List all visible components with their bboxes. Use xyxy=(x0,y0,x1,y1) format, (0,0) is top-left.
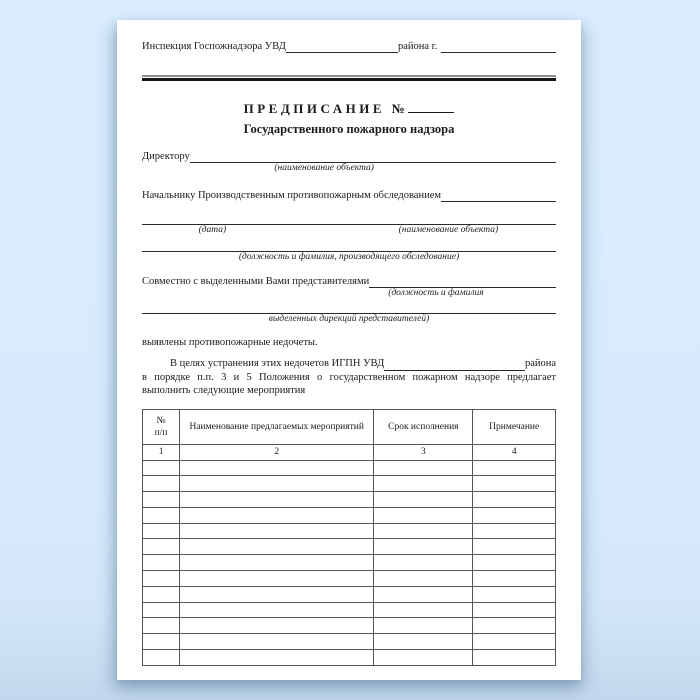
table-empty-cell xyxy=(143,586,180,602)
caption-inspector: (должность и фамилия, производящего обследование) xyxy=(238,252,460,262)
director-label: Директору xyxy=(142,151,190,162)
table-empty-cell xyxy=(374,555,473,571)
table-empty-cell xyxy=(374,476,473,492)
findings-text: выявлены противопожарные недочеты. xyxy=(142,337,318,348)
table-empty-cell xyxy=(473,523,556,539)
table-empty-cell xyxy=(473,460,556,476)
table-empty-cell xyxy=(374,586,473,602)
header-label-left: Инспекция Госпожнадзора УВД xyxy=(142,41,286,52)
table-empty-cell xyxy=(473,476,556,492)
table-empty-row xyxy=(143,586,556,602)
table-empty-cell xyxy=(473,539,556,555)
table-empty-cell xyxy=(374,571,473,587)
table-header-measures: Наименование предлагаемых мероприятий xyxy=(180,409,374,444)
header-label-right: района г. xyxy=(397,41,438,52)
caption-row-date-object xyxy=(142,225,556,238)
table-empty-cell xyxy=(473,618,556,634)
table-empty-cell xyxy=(374,634,473,650)
table-empty-cell xyxy=(143,476,180,492)
table-empty-cell xyxy=(374,602,473,618)
table-empty-cell xyxy=(143,507,180,523)
title-number-blank xyxy=(408,101,454,113)
table-empty-cell xyxy=(374,650,473,666)
table-empty-cell xyxy=(180,539,374,555)
table-empty-cell xyxy=(473,492,556,508)
order-paragraph xyxy=(142,357,556,398)
table-empty-cell xyxy=(143,571,180,587)
table-empty-row xyxy=(143,460,556,476)
paragraph-before-blank: В целях устранения этих недочетов ИГПН УВД xyxy=(170,358,385,369)
table-empty-cell xyxy=(374,523,473,539)
table-header-deadline: Срок исполнения xyxy=(374,409,473,444)
table-header-note: Примечание xyxy=(473,409,556,444)
table-empty-row xyxy=(143,492,556,508)
table-empty-row xyxy=(143,555,556,571)
table-empty-cell xyxy=(143,618,180,634)
table-empty-cell xyxy=(374,539,473,555)
caption-row-object1 xyxy=(142,163,556,176)
table-empty-row xyxy=(143,602,556,618)
table-empty-cell xyxy=(143,460,180,476)
table-empty-cell xyxy=(143,523,180,539)
measures-table-head xyxy=(143,409,556,444)
table-empty-row xyxy=(143,476,556,492)
blank-line-inspector xyxy=(142,238,556,252)
table-header-npp-line1: № xyxy=(156,415,166,426)
column-number-row xyxy=(143,444,556,460)
table-empty-cell xyxy=(180,586,374,602)
blank-line-reps xyxy=(142,301,556,314)
paragraph-after-blank: района xyxy=(524,358,556,369)
table-empty-cell xyxy=(180,571,374,587)
table-empty-cell xyxy=(180,634,374,650)
table-empty-row xyxy=(143,523,556,539)
table-empty-cell xyxy=(180,492,374,508)
document-page xyxy=(117,20,581,680)
table-empty-cell xyxy=(180,523,374,539)
caption-object-1: (наименование объекта) xyxy=(274,163,374,173)
table-header-row xyxy=(143,409,556,444)
table-empty-cell xyxy=(374,507,473,523)
title-number-sign: № xyxy=(391,101,409,116)
order-paragraph-line1 xyxy=(142,357,556,371)
column-number-cell: 1 xyxy=(143,444,180,460)
header-line xyxy=(142,40,556,53)
column-number-cell: 3 xyxy=(374,444,473,460)
document-subtitle: Государственного пожарного надзора xyxy=(243,122,455,136)
table-empty-cell xyxy=(180,476,374,492)
order-paragraph-continuation: в порядке п.п. 3 и 5 Положения о государственном пожарном надзоре предлагает выполнить следующие мероприятия xyxy=(142,371,556,396)
table-empty-row xyxy=(143,571,556,587)
table-empty-cell xyxy=(143,492,180,508)
table-empty-cell xyxy=(180,507,374,523)
column-number-cell: 4 xyxy=(473,444,556,460)
table-empty-cell xyxy=(143,602,180,618)
table-header-npp-line2: п/п xyxy=(154,427,168,438)
column-number-cell: 2 xyxy=(180,444,374,460)
table-empty-row xyxy=(143,507,556,523)
header-blank-city xyxy=(441,52,556,53)
double-rule-thin xyxy=(142,75,556,77)
table-empty-cell xyxy=(473,602,556,618)
table-empty-cell xyxy=(180,650,374,666)
table-empty-cell xyxy=(143,650,180,666)
nachalnik-label: Начальнику Производственным противопожарным обследованием xyxy=(142,190,442,201)
caption-object-2: (наименование объекта) xyxy=(398,225,499,235)
table-empty-cell xyxy=(180,460,374,476)
title-text: ПРЕДПИСАНИЕ xyxy=(243,101,386,116)
table-empty-cell xyxy=(473,571,556,587)
double-rule-thick xyxy=(142,78,556,81)
table-empty-cell xyxy=(473,555,556,571)
document-title xyxy=(142,101,556,117)
table-empty-cell xyxy=(473,507,556,523)
table-empty-cell xyxy=(473,634,556,650)
table-empty-cell xyxy=(374,460,473,476)
caption-rep-top: (должность и фамилия xyxy=(388,288,484,298)
table-empty-cell xyxy=(374,492,473,508)
header-blank-uvd xyxy=(286,52,398,53)
table-empty-cell xyxy=(180,555,374,571)
caption-date: (дата) xyxy=(198,225,227,235)
sovmestno-row xyxy=(142,275,556,288)
double-rule xyxy=(142,75,556,81)
table-header-npp xyxy=(143,409,180,444)
table-empty-cell xyxy=(143,634,180,650)
sovmestno-label: Совместно с выделенными Вами представителями xyxy=(142,276,370,287)
caption-row-rep-bottom xyxy=(142,314,556,327)
table-empty-row xyxy=(143,539,556,555)
table-empty-cell xyxy=(374,618,473,634)
table-empty-row xyxy=(143,634,556,650)
table-empty-cell xyxy=(473,650,556,666)
blank-line-date-object xyxy=(142,202,556,225)
measures-table xyxy=(142,409,556,666)
measures-table-body xyxy=(143,444,556,665)
caption-row-inspector xyxy=(142,252,556,265)
caption-rep-bottom: выделенных дирекций представителей) xyxy=(268,314,430,324)
caption-row-rep-top xyxy=(142,288,556,301)
table-empty-cell xyxy=(473,586,556,602)
table-empty-cell xyxy=(143,555,180,571)
nachalnik-row xyxy=(142,189,556,202)
director-row xyxy=(142,150,556,163)
nachalnik-blank xyxy=(441,201,556,202)
table-empty-row xyxy=(143,650,556,666)
table-empty-row xyxy=(143,618,556,634)
table-empty-cell xyxy=(180,618,374,634)
table-empty-cell xyxy=(143,539,180,555)
table-empty-cell xyxy=(180,602,374,618)
